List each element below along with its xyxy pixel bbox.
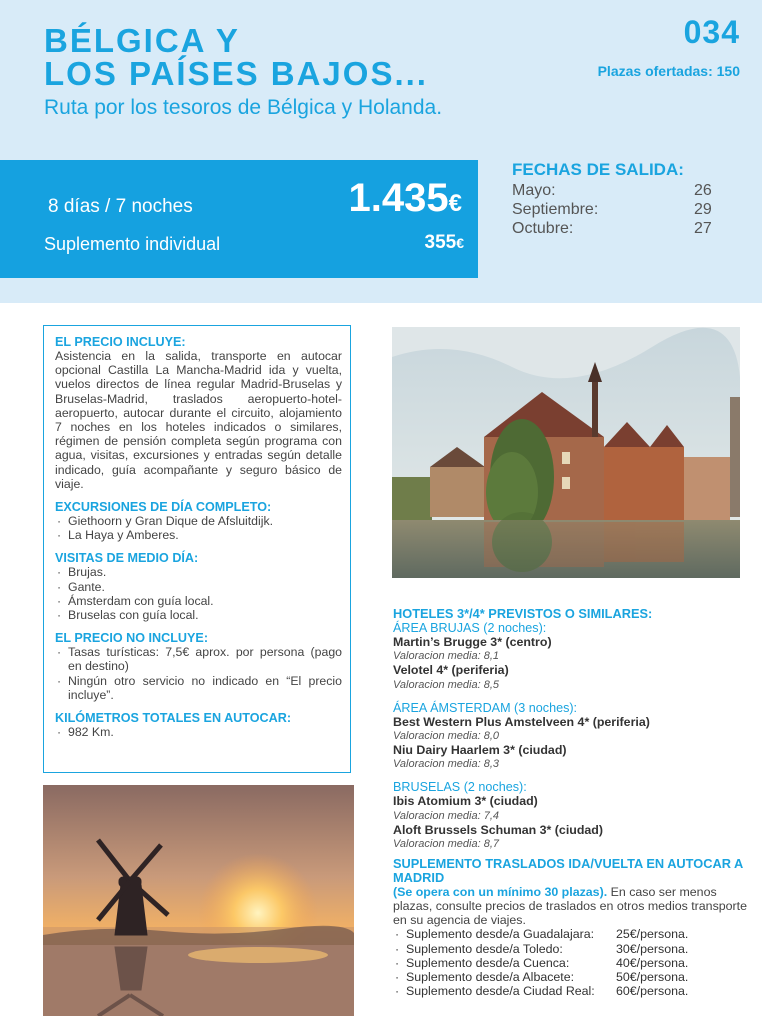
hero-banner (0, 0, 762, 303)
supplement-value (425, 232, 465, 254)
supplement-price: 40€/persona. (616, 955, 689, 970)
hotel-name: Best Western Plus Amstelveen 4* (periferia) (393, 714, 650, 729)
excursions-section (55, 500, 342, 542)
supplement-origin: · Suplemento desde/a Guadalajara: (393, 927, 616, 941)
supplement-price: 25€/persona. (616, 927, 689, 942)
page-subtitle: Ruta por los tesoros de Bélgica y Holanda. (44, 96, 443, 119)
date-month: Octubre: (512, 220, 574, 237)
title-line-2: LOS PAÍSES BAJOS... (44, 55, 428, 92)
supplement-row (393, 942, 748, 956)
not-included-heading: EL PRECIO NO INCLUYE: (55, 631, 209, 646)
half-day-visits-heading: VISITAS DE MEDIO DÍA: (55, 551, 199, 566)
trip-duration: 8 días / 7 noches (48, 196, 193, 217)
list-item: · La Haya y Amberes. (55, 528, 342, 542)
price-box (0, 160, 478, 278)
date-row (512, 200, 712, 219)
hotel-name: Martin’s Brugge 3* (centro) (393, 635, 552, 650)
hotel-name: Niu Dairy Haarlem 3* (ciudad) (393, 743, 567, 758)
includes-section (55, 335, 342, 491)
list-item: · Ámsterdam con guía local. (55, 594, 342, 608)
trip-price (349, 176, 462, 221)
hotel-name: Aloft Brussels Schuman 3* (ciudad) (393, 822, 603, 837)
departure-dates-heading: FECHAS DE SALIDA: (512, 160, 684, 179)
title-line-1: BÉLGICA Y (44, 22, 240, 59)
list-item: · Tasas turísticas: 7,5€ aprox. por persona (pago en destino) (55, 645, 342, 673)
hotel-name: Ibis Atomium 3* (ciudad) (393, 794, 538, 809)
hotel-rating: Valoracion media: 8,1 (393, 650, 499, 663)
date-month: Mayo: (512, 182, 556, 199)
date-row (512, 181, 712, 200)
transfer-supplement-note (393, 885, 748, 928)
transfer-supplement-heading: SUPLEMENTO TRASLADOS IDA/VUELTA EN AUTOCAR A MADRID (393, 855, 743, 885)
supplement-origin: · Suplemento desde/a Albacete: (393, 970, 616, 984)
hotel-rating: Valoracion media: 8,5 (393, 678, 499, 691)
supplement-origin: · Suplemento desde/a Toledo: (393, 942, 616, 956)
price-currency: € (448, 190, 462, 217)
supplement-row (393, 984, 748, 998)
list-item: · 982 Km. (55, 725, 342, 739)
hotel-area (393, 621, 748, 692)
supplement-row (393, 927, 748, 941)
not-included-section (55, 631, 342, 702)
date-day: 27 (694, 220, 712, 237)
transfer-minimum-note: (Se opera con un mínimo 30 plazas). (393, 884, 608, 899)
itinerary-details-box (43, 325, 351, 773)
supplement-origin: · Suplemento desde/a Cuenca: (393, 956, 616, 970)
list-item: · Brujas. (55, 565, 342, 579)
bruges-canal-photo (392, 327, 740, 578)
includes-text: Asistencia en la salida, transporte en autocar opcional Castilla La Mancha-Madrid ida y vuelta, vuelos directos de línea regular Madrid-Bruselas y Bruselas-Madrid, traslados aeropuerto-hotel-aeropuerto, autocar durante el circuito, alojamiento 7 noches en los hoteles indicados o similares, régimen de pensión completa según programa con agua, visitas, excursiones y entradas según detalle indicado, guía acompañante y seguro básico de viaje. (55, 349, 342, 491)
supplement-price: 30€/persona. (616, 941, 689, 956)
price-amount: 1.435 (348, 176, 449, 220)
hotel-area (393, 701, 748, 772)
area-heading: ÁREA BRUJAS (2 noches): (393, 621, 547, 635)
list-item: · Bruselas con guía local. (55, 608, 342, 622)
excursions-heading: EXCURSIONES DE DÍA COMPLETO: (55, 500, 272, 515)
list-item: · Giethoorn y Gran Dique de Afsluitdijk. (55, 514, 342, 528)
page-title (44, 24, 428, 90)
area-heading: BRUSELAS (2 noches): (393, 780, 527, 795)
hotel-rating: Valoracion media: 7,4 (393, 809, 499, 822)
hotels-section (393, 607, 748, 998)
date-day: 26 (694, 182, 712, 199)
hotel-rating: Valoracion media: 8,3 (393, 758, 499, 771)
half-day-visits-section (55, 551, 342, 622)
km-heading: KILÓMETROS TOTALES EN AUTOCAR: (55, 711, 292, 726)
hotel-name: Velotel 4* (periferia) (393, 663, 509, 678)
hotel-rating: Valoracion media: 8,7 (393, 837, 499, 850)
supplement-origin: · Suplemento desde/a Ciudad Real: (393, 984, 616, 998)
departure-dates (512, 160, 712, 238)
includes-heading: EL PRECIO INCLUYE: (55, 335, 186, 349)
supplement-row (393, 956, 748, 970)
transfer-note-text: En caso ser menos plazas, consulte precios de traslados en otros medios transporte en su agencia de viajes. (393, 884, 748, 928)
hotel-rating: Valoracion media: 8,0 (393, 730, 499, 743)
plazas-ofertadas: Plazas ofertadas: 150 (597, 63, 740, 79)
list-item: · Ningún otro servicio no indicado en “El precio incluye”. (55, 674, 342, 702)
supplement-amount: 355 (424, 232, 457, 253)
supplement-currency: € (456, 235, 464, 251)
windmill-sunset-photo (43, 785, 354, 1016)
supplement-row (393, 970, 748, 984)
date-day: 29 (694, 201, 712, 218)
hotels-heading: HOTELES 3*/4* PREVISTOS O SIMILARES: (393, 606, 653, 621)
supplement-price: 60€/persona. (616, 984, 689, 999)
hotel-area (393, 780, 748, 851)
supplement-price: 50€/persona. (616, 970, 689, 985)
km-section (55, 711, 342, 739)
area-heading: ÁREA ÁMSTERDAM (3 noches): (393, 700, 578, 715)
date-row (512, 219, 712, 238)
date-month: Septiembre: (512, 201, 599, 218)
transfer-supplement-section (393, 857, 748, 999)
trip-code: 034 (683, 14, 740, 50)
supplement-label: Suplemento individual (44, 234, 221, 254)
list-item: · Gante. (55, 580, 342, 594)
